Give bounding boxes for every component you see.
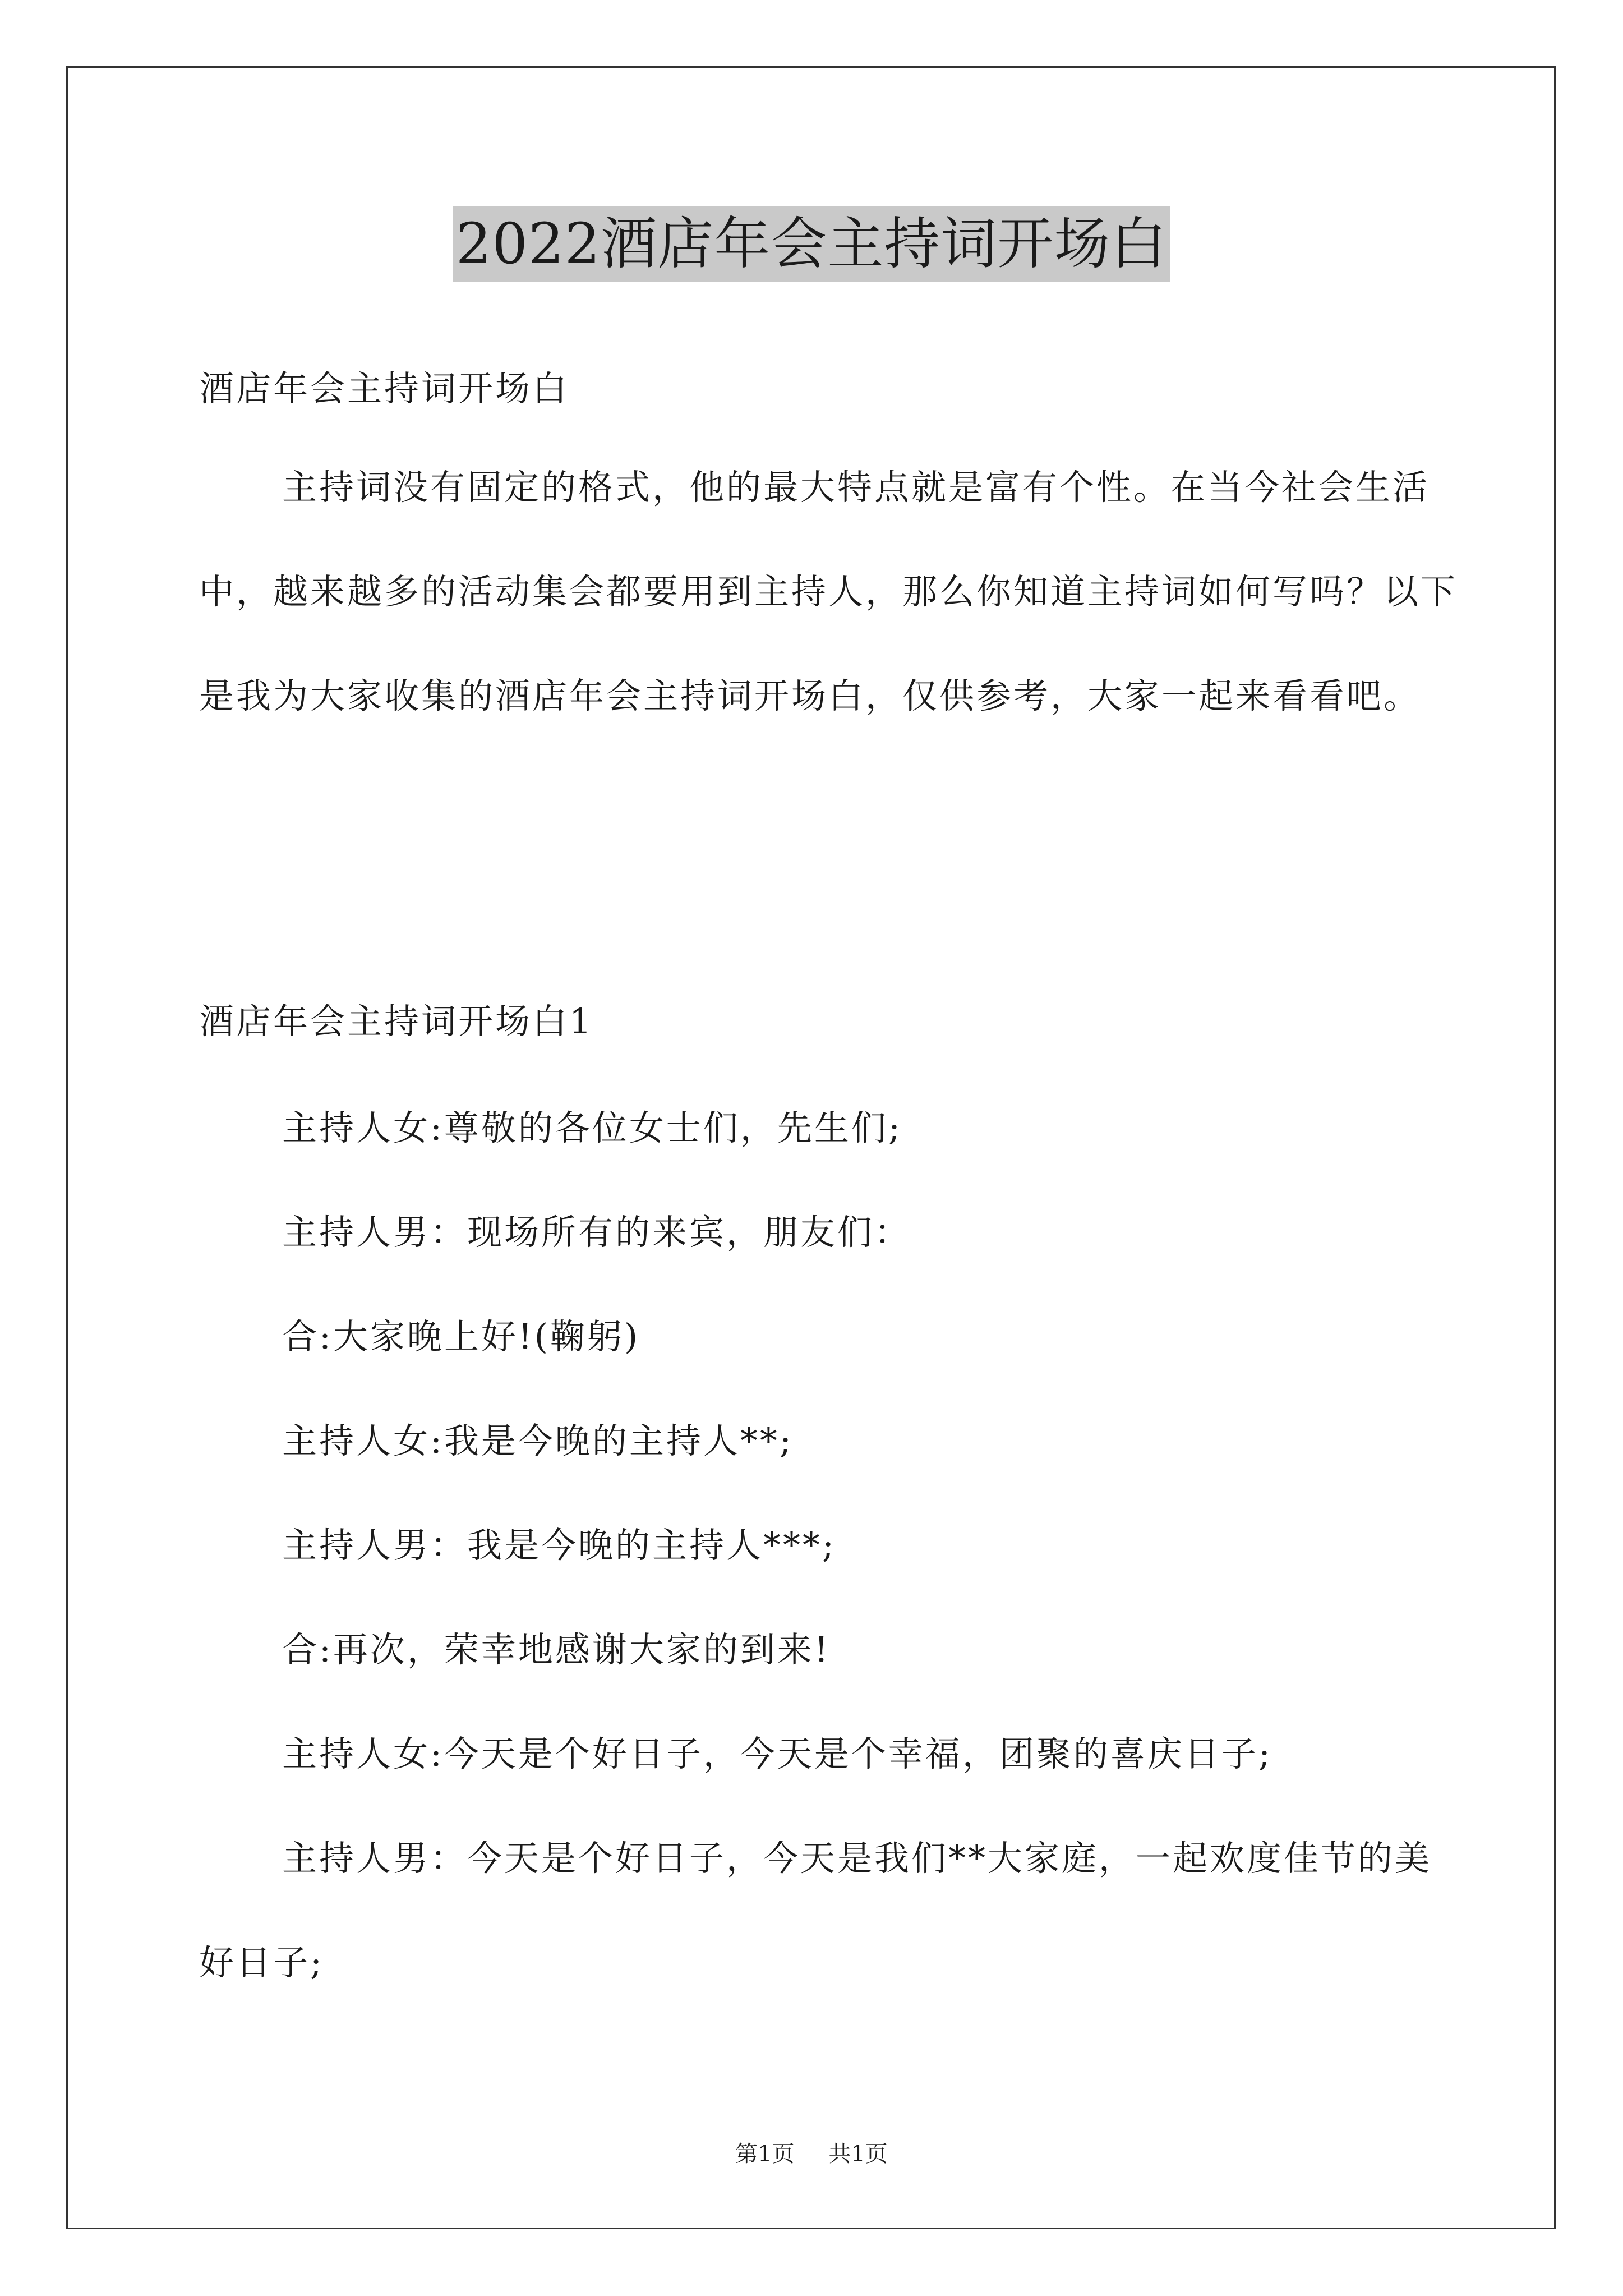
dialogue-line: 主持人男：今天是个好日子，今天是我们**大家庭，一起欢度佳节的美好日子;: [199, 1838, 1432, 1983]
dialogue-line: 主持人女:尊敬的各位女士们，先生们;: [282, 1107, 902, 1148]
page-number-current: 第1页: [735, 2141, 795, 2167]
dialogue-line: 主持人男：现场所有的来宾，朋友们：: [282, 1212, 912, 1253]
dialogue-line: 主持人男：我是今晚的主持人***;: [282, 1525, 836, 1566]
intro-paragraph: 主持词没有固定的格式，他的最大特点就是富有个性。在当今社会生活中，越来越多的活动集会都要用到主持人，那么你知道主持词如何写吗？以下是我为大家收集的酒店年会主持词开场白，仅供参考，大家一起来看看吧。: [199, 467, 1458, 716]
intro-heading: 酒店年会主持词开场白: [199, 368, 570, 409]
page-footer: [0, 2137, 1623, 2171]
section-heading: 酒店年会主持词开场白1: [199, 1001, 594, 1042]
dialogue-line: 合:再次，荣幸地感谢大家的到来!: [282, 1629, 831, 1670]
page-number-total: 共1页: [828, 2141, 888, 2167]
title-container: [0, 206, 1623, 282]
dialogue-line: 主持人女:今天是个好日子，今天是个幸福，团聚的喜庆日子;: [282, 1733, 1272, 1774]
dialogue-line: 主持人女:我是今晚的主持人**;: [282, 1420, 794, 1461]
document-title: 2022酒店年会主持词开场白: [453, 206, 1171, 282]
dialogue-line: 合:大家晚上好!(鞠躬): [282, 1316, 640, 1357]
